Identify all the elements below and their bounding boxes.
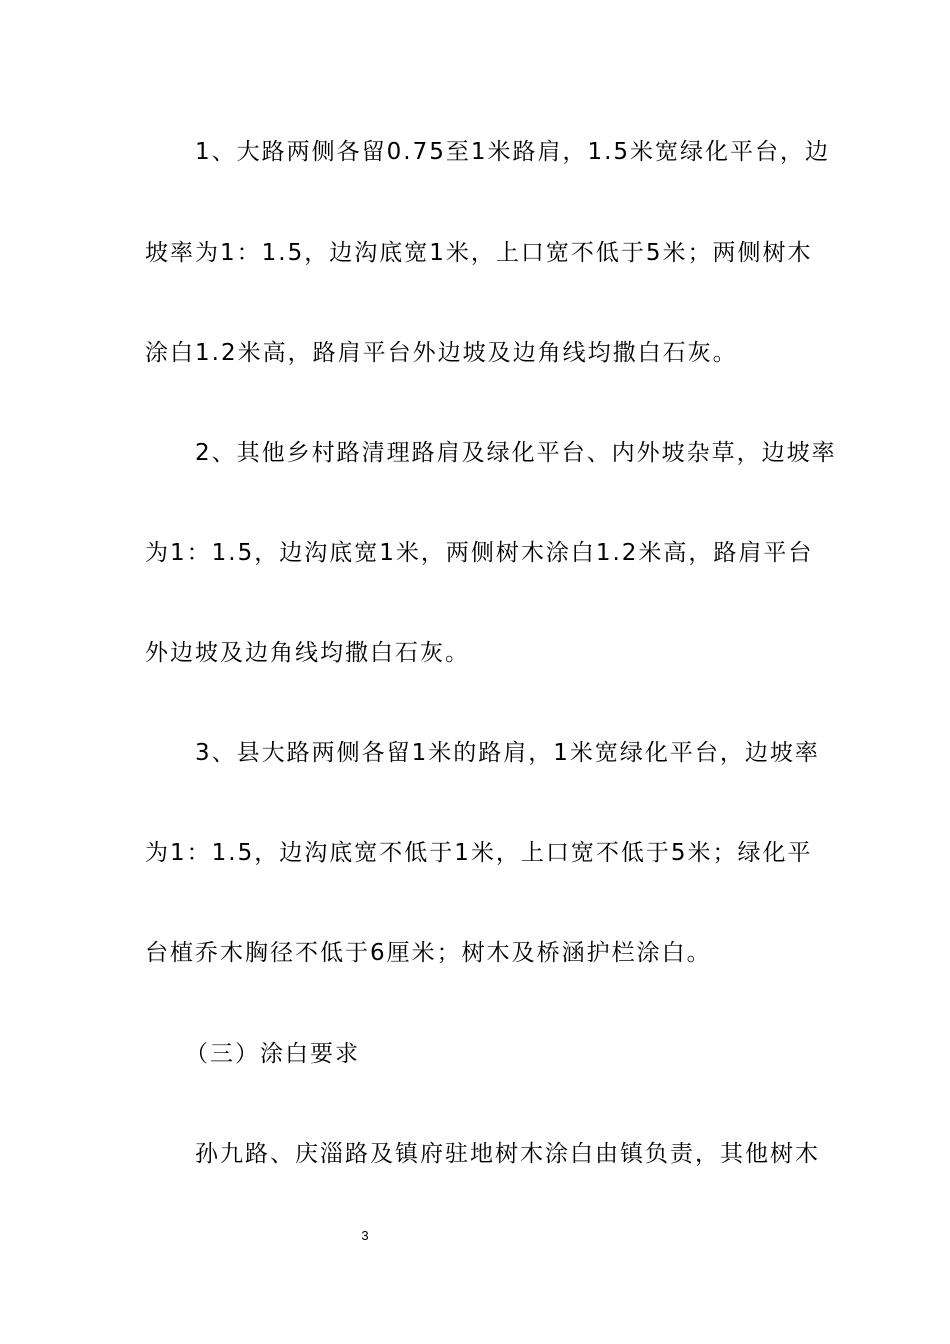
paragraph-2-line-2: 为1：1.5，边沟底宽1米，两侧树木涂白1.2米高，路肩平台 [145,540,814,566]
paragraph-3-line-1: 3、县大路两侧各留1米的路肩，1米宽绿化平台，边坡率 [195,740,820,766]
paragraph-1-line-2: 坡率为1：1.5，边沟底宽1米，上口宽不低于5米；两侧树木 [145,240,813,266]
paragraph-1-line-3: 涂白1.2米高，路肩平台外边坡及边角线均撒白石灰。 [145,340,738,366]
paragraph-2-line-1: 2、其他乡村路清理路肩及绿化平台、内外坡杂草，边坡率 [195,440,837,466]
paragraph-1-line-1: 1、大路两侧各留0.75至1米路肩，1.5米宽绿化平台，边 [195,139,831,165]
section-heading: （三）涂白要求 [185,1041,360,1067]
paragraph-3-line-3: 台植乔木胸径不低于6厘米；树木及桥涵护栏涂白。 [145,940,712,966]
paragraph-3-line-2: 为1：1.5，边沟底宽不低于1米，上口宽不低于5米；绿化平 [145,840,813,866]
paragraph-2-line-3: 外边坡及边角线均撒白石灰。 [145,640,470,666]
page-number: 3 [361,1228,369,1243]
paragraph-4-line-1: 孙九路、庆淄路及镇府驻地树木涂白由镇负责，其他树木 [195,1141,820,1167]
